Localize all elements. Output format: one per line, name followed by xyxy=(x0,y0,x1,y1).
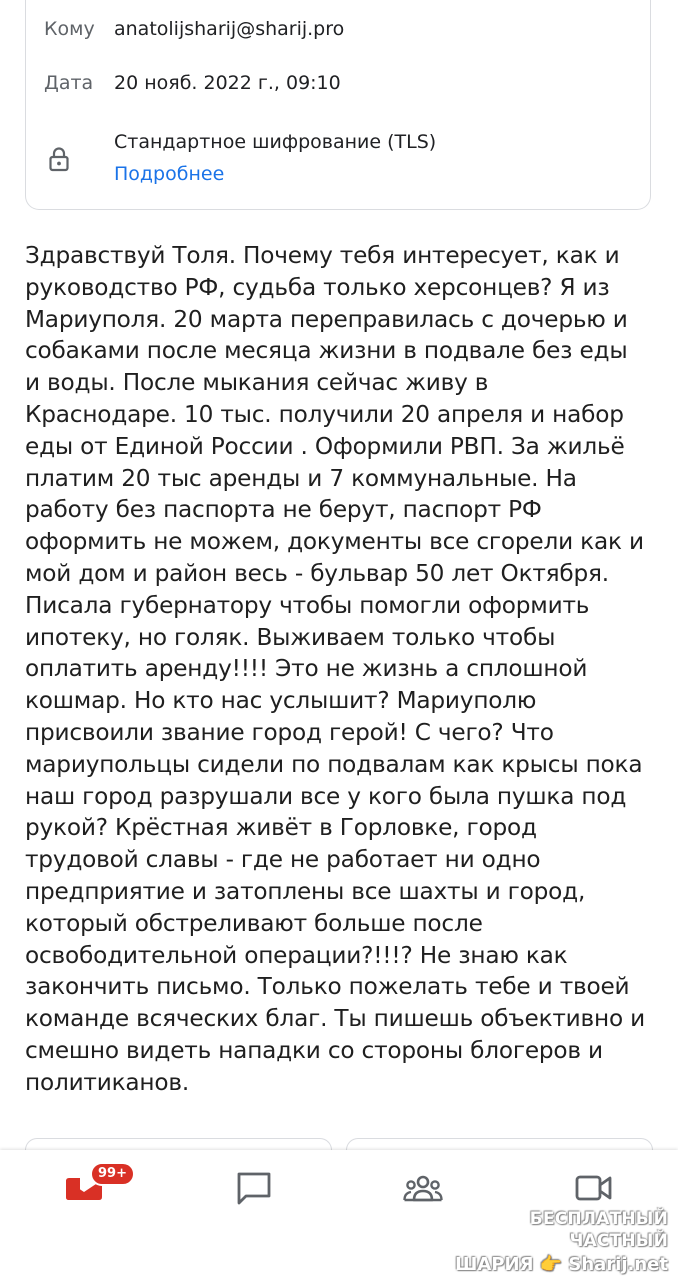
nav-spaces[interactable] xyxy=(403,1170,443,1206)
watermark xyxy=(432,1208,668,1278)
lock-icon xyxy=(48,146,70,172)
to-label: Кому xyxy=(44,18,95,40)
watermark-line-1: БЕСПЛАТНЫЙ ЧАСТНЫЙ xyxy=(529,1209,668,1251)
watermark-line-2: ШАРИЯ 👉 Sharij.net xyxy=(455,1254,668,1275)
message-details-card xyxy=(25,0,651,210)
date-label: Дата xyxy=(44,72,94,94)
to-value[interactable]: anatolijsharij@sharij.pro xyxy=(114,18,345,40)
message-body: Здравствуй Толя. Почему тебя интересует, как и руководство РФ, судьба только херсонцев? Я из Мариуполя. 20 марта переправилась с дочерью и собаками после месяца жизни в подвале без еды и воды. После мыкания сейчас живу в Краснодаре. 10 тыс. получили 20 апреля и набор еды от Единой России . Оформили РВП. За жильё платим 20 тыс аренды и 7 коммунальные. На работу без паспорта не берут, паспорт РФ оформить не можем, документы все сгорели как и мой дом и район весь - бульвар 50 лет Октября. Писала губернатору чтобы помогли оформить ипотеку, но голяк. Выживаем только чтобы оплатить аренду!!!! Это не жизнь а сплошной кошмар. Но кто нас услышит? Мариуполю присвоили звание город герой! С чего? Что мариупольцы сидели по подвалам как крысы пока наш город разрушали все у кого была пушка под рукой? Крёстная живёт в Горловке, город трудовой славы - где не работает ни одно предприятие и затоплены все шахты и город, который обстреливают больше после освободительной операции?!!!? Не знаю как закончить письмо. Только пожелать тебе и твоей команде всяческих благ. Ты пишешь объективно и смешно видеть нападки со стороны блогеров и политиканов. xyxy=(25,242,645,1096)
video-camera-icon xyxy=(574,1170,614,1206)
encryption-value: Стандартное шифрование (TLS) xyxy=(114,131,437,153)
unread-count-badge: 99+ xyxy=(90,1162,135,1186)
encryption-details-link[interactable]: Подробнее xyxy=(114,163,225,185)
chat-icon xyxy=(234,1170,274,1206)
nav-chat[interactable] xyxy=(234,1170,274,1206)
spaces-icon xyxy=(403,1170,443,1206)
date-value: 20 нояб. 2022 г., 09:10 xyxy=(114,72,341,94)
nav-meet[interactable] xyxy=(574,1170,614,1206)
